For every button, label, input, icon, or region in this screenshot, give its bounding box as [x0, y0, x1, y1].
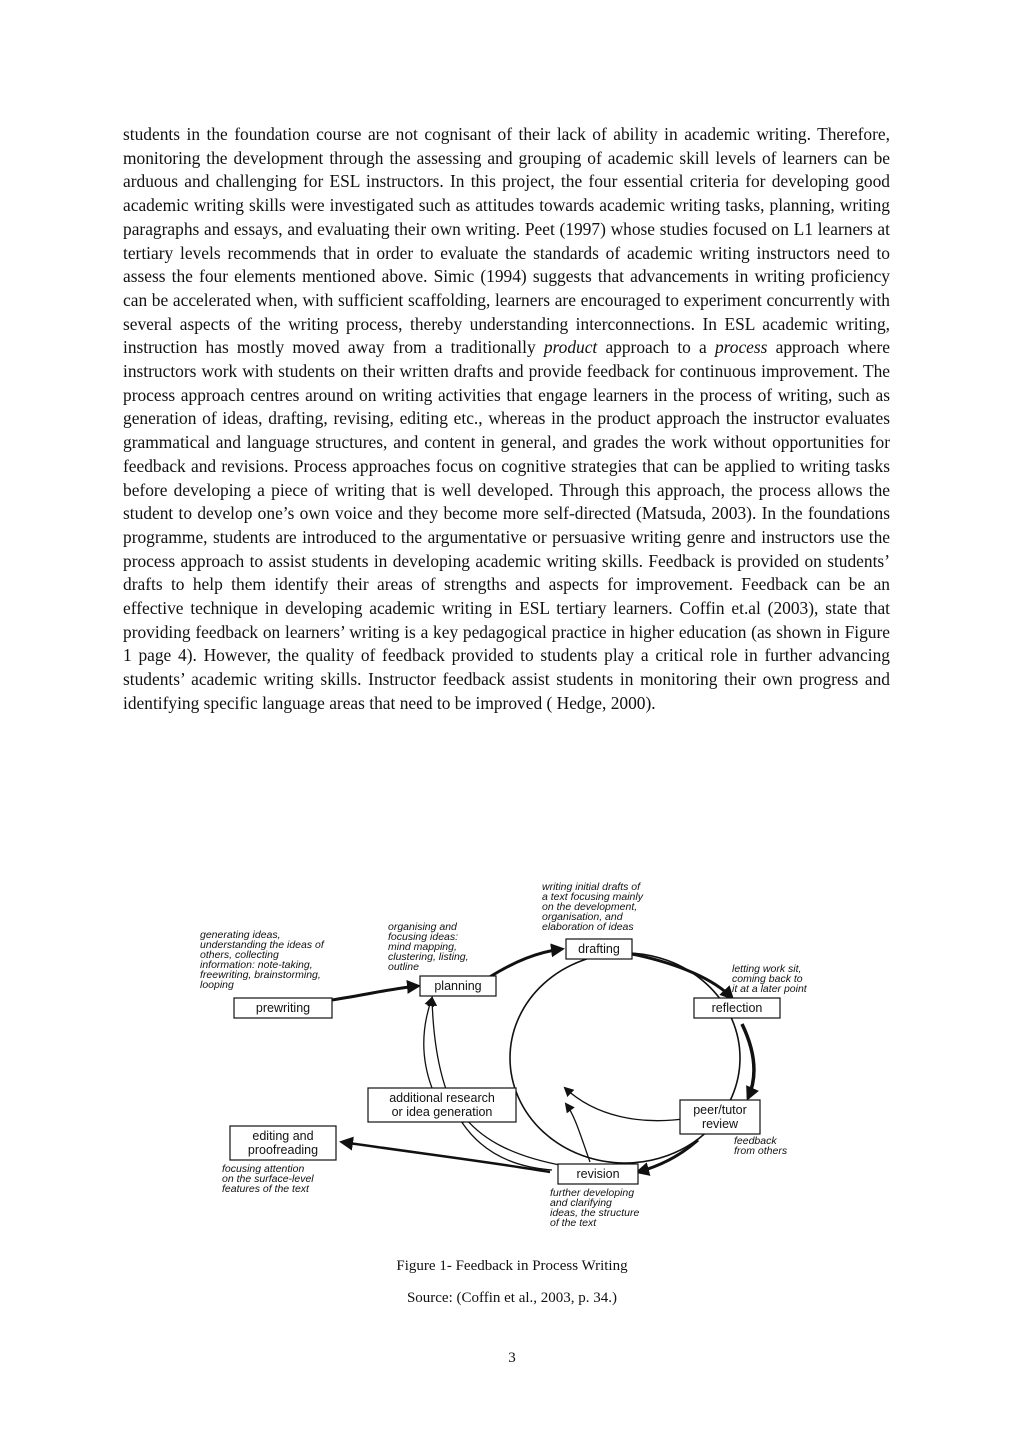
prewriting-note-line: looping — [200, 979, 234, 991]
prewriting-note-line: generating ideas, — [200, 929, 281, 941]
drafting-note-line: elaboration of ideas — [542, 921, 634, 933]
arrow-additional-planning — [424, 998, 432, 1088]
prewriting-note-line: others, collecting — [200, 949, 279, 961]
additional-research-label-2: or idea generation — [391, 1105, 493, 1119]
editing-note-line: features of the text — [222, 1183, 309, 1195]
prewriting-note-line: freewriting, brainstorming, — [200, 969, 321, 981]
arrow-planning-drafting — [488, 949, 562, 978]
reflection-label: reflection — [711, 1001, 763, 1015]
paragraph-part-2: approach to a — [597, 337, 715, 358]
emphasis-process: process — [714, 337, 768, 358]
emphasis-product: product — [543, 337, 598, 358]
process-writing-diagram — [170, 876, 850, 1236]
figure-caption: Figure 1- Feedback in Process Writing — [396, 1258, 628, 1274]
drafting-note-line: writing initial drafts of — [542, 881, 641, 893]
reflection-note-line: letting work sit, — [732, 963, 802, 975]
arrow-peer-circle — [565, 1088, 690, 1121]
paragraph-part-1: students in the foundation course are not cognisant of their lack of ability in academic writing. Therefore, monitoring the development through the assessing and grouping of academic skill levels of learners can be arduous and challenging for ESL instructors. In this project, the four essential criteria for developing good academic writing skills were investigated such as attitudes towards academic writing tasks, planning, writing paragraphs and essays, and evaluating their own writing. Peet (1997) whose studies focused on L1 learners at tertiary levels recommends that in order to evaluate the standards of academic writing instructors need to assess the four elements mentioned above. Simic (1994) suggests that advancements in writing proficiency can be accelerated when, with sufficient scaffolding, learners are encouraged to experiment concurrently with several aspects of the writing process, thereby understanding interconnections. In ESL academic writing, instruction has mostly moved away from a traditionally — [123, 124, 890, 358]
body-paragraph — [123, 123, 890, 716]
editing-note-line: focusing attention — [222, 1163, 305, 1175]
additional-research-label-1: additional research — [389, 1091, 495, 1105]
revision-label: revision — [576, 1167, 620, 1181]
editing-label-1: editing and — [252, 1129, 314, 1143]
peer-review-label-2: review — [701, 1117, 739, 1131]
editing-note — [222, 1163, 314, 1195]
prewriting-note-line: understanding the ideas of — [200, 939, 324, 951]
editing-note-line: on the surface-level — [222, 1173, 314, 1185]
planning-note-line: mind mapping, — [388, 941, 457, 953]
diagram-svg — [170, 876, 850, 1236]
planning-label: planning — [434, 979, 482, 993]
drafting-note-line: a text focusing mainly — [542, 891, 643, 903]
arrow-revision-planning — [432, 998, 552, 1170]
figure-source: Source: (Coffin et al., 2003, p. 34.) — [406, 1290, 618, 1306]
revision-note-line: further developing — [550, 1187, 635, 1199]
prewriting-label: prewriting — [255, 1001, 311, 1015]
reflection-note — [732, 963, 808, 995]
reflection-note-line: it at a later point — [732, 983, 807, 995]
prewriting-note — [200, 929, 325, 991]
revision-note-line: of the text — [550, 1217, 597, 1229]
revision-note-line: and clarifying — [550, 1197, 612, 1209]
drafting-note — [542, 881, 644, 933]
planning-note-line: outline — [388, 961, 419, 973]
arrow-revision-editing — [342, 1142, 550, 1172]
paragraph-part-3: approach where instructors work with students on their written drafts and provide feedback for continuous improvement. The process approach centres around on writing activities that engage learners in the process of writing, such as generation of ideas, drafting, revising, editing etc., whereas in the product approach the instructor evaluates grammatical and language structures, and content in general, and grades the work without opportunities for feedback and revisions. Process approaches focus on cognitive strategies that can be applied to writing tasks before developing a piece of writing that is well developed. Through this approach, the process allows the student to develop one’s own voice and they become more self-directed (Matsuda, 2003). In the foundations programme, students are introduced to the argumentative or persuasive writing genre and instructors use the process approach to assist students in developing academic writing skills. Feedback is provided on students’ drafts to help them identify their areas of strengths and aspects for improvement. Feedback can be an effective technique in developing academic writing in ESL tertiary learners. Coffin et.al (2003), state that providing feedback on learners’ writing is a key pedagogical practice in higher education (as shown in Figure 1 page 4). However, the quality of feedback provided to students play a critical role in further advancing students’ academic writing skills. Instructor feedback assist students in monitoring their own progress and identifying specific language areas that need to be improved ( Hedge, 2000). — [123, 337, 890, 713]
editing-label-2: proofreading — [247, 1143, 319, 1157]
peer-note-line: feedback — [734, 1135, 777, 1147]
planning-note-line: focusing ideas: — [388, 931, 459, 943]
prewriting-note-line: information: note-taking, — [200, 959, 313, 971]
arrow-drafting-reflection — [632, 954, 732, 998]
peer-review-label-1: peer/tutor — [693, 1103, 747, 1117]
revision-note-line: ideas, the structure — [550, 1207, 640, 1219]
reflection-note-line: coming back to — [732, 973, 803, 985]
planning-note-line: organising and — [388, 921, 457, 933]
drafting-label: drafting — [578, 942, 620, 956]
peer-note-line: from others — [734, 1145, 788, 1157]
revision-note — [550, 1187, 639, 1229]
page-number: 3 — [508, 1350, 516, 1366]
peer-note — [734, 1135, 788, 1157]
arrow-reflection-peer — [742, 1024, 754, 1098]
drafting-note-line: organisation, and — [542, 911, 623, 923]
arrow-prewriting-planning — [332, 986, 418, 1000]
planning-note-line: clustering, listing, — [388, 951, 469, 963]
planning-note — [388, 921, 469, 973]
drafting-note-line: on the development, — [542, 901, 638, 913]
